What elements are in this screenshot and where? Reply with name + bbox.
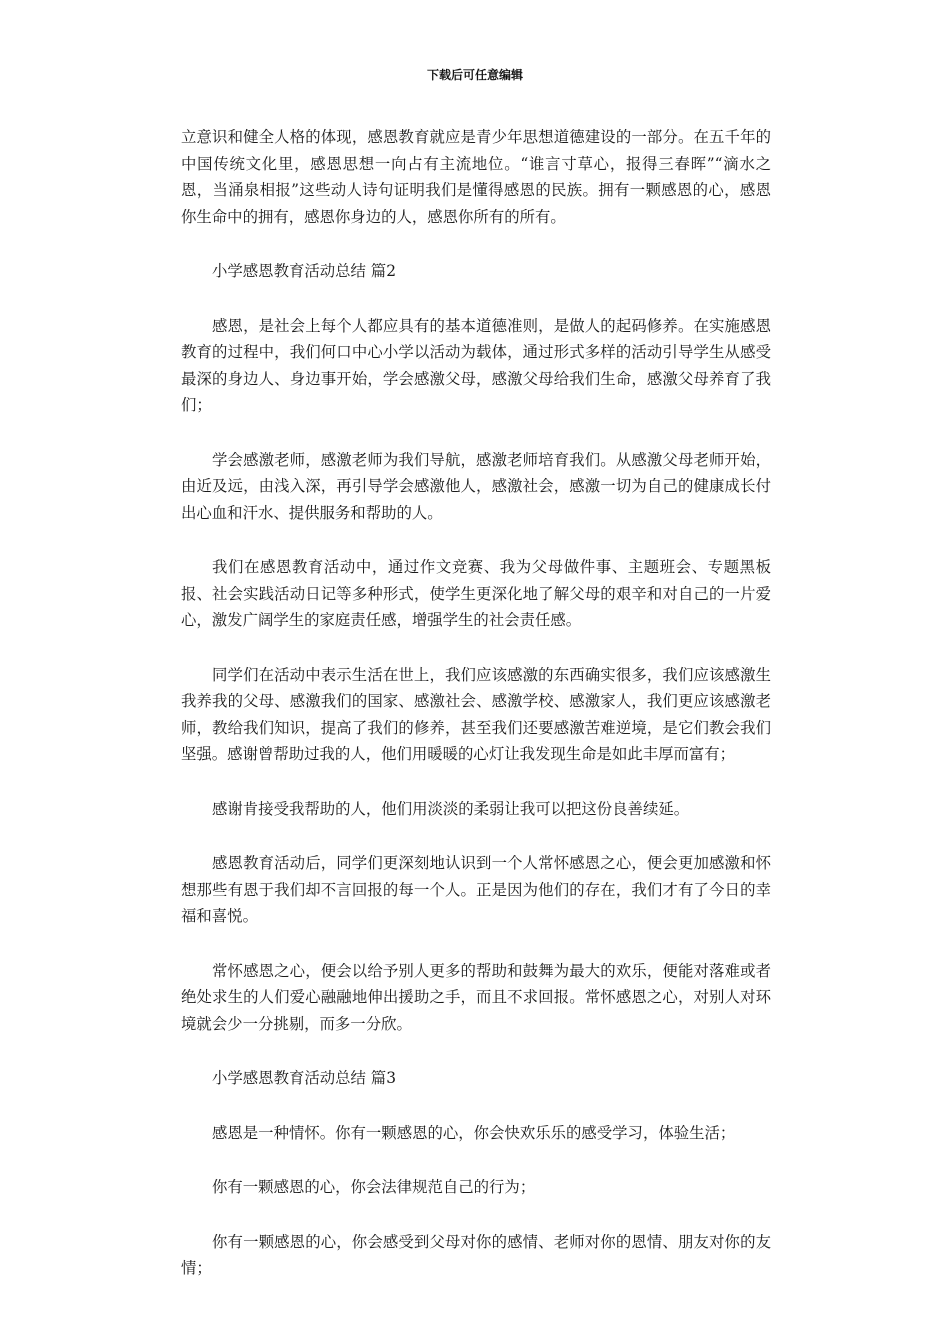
paragraph: 同学们在活动中表示生活在世上，我们应该感激的东西确实很多，我们应该感激生我养我的父母、感激我们的国家、感激社会、感激学校、感激家人，我们更应该感激老师，教给我们知识，提高了我们的修养，甚至我们还要感激苦难逆境，是它们教会我们坚强。感谢曾帮助过我的人，他们用暖暖的心灯让我发现生命是如此丰厚而富有； xyxy=(181,665,771,763)
section-heading-3: 小学感恩教育活动总结 篇3 xyxy=(212,1069,396,1087)
paragraph: 学会感激老师，感激老师为我们导航，感激老师培育我们。从感激父母老师开始，由近及远，由浅入深，再引导学会感激他人，感激社会，感激一切为自己的健康成长付出心血和汗水、提供服务和帮助的人。 xyxy=(181,450,771,522)
document-body xyxy=(181,124,771,1310)
paragraph: 你有一颗感恩的心，你会感受到父母对你的感情、老师对你的恩情、朋友对你的友情； xyxy=(181,1232,771,1277)
paragraph: 感恩是一种情怀。你有一颗感恩的心，你会快欢乐乐的感受学习，体验生活； xyxy=(212,1123,736,1142)
paragraph: 感恩教育活动后，同学们更深刻地认识到一个人常怀感恩之心，便会更加感激和怀想那些有恩于我们却不言回报的每一个人。正是因为他们的存在，我们才有了今日的幸福和喜悦。 xyxy=(181,854,771,925)
paragraph-continued: 立意识和健全人格的体现，感恩教育就应是青少年思想道德建设的一部分。在五千年的中国传统文化里，感恩思想一向占有主流地位。“谁言寸草心，报得三春晖”“滴水之恩，当涌泉相报”这些动人诗句证明我们是懂得感恩的民族。拥有一颗感恩的心，感恩你生命中的拥有，感恩你身边的人，感恩你所有的所有。 xyxy=(181,128,771,226)
paragraph: 感谢肯接受我帮助的人，他们用淡淡的柔弱让我可以把这份良善续延。 xyxy=(212,799,690,818)
paragraph: 感恩，是社会上每个人都应具有的基本道德准则，是做人的起码修养。在实施感恩教育的过程中，我们何口中心小学以活动为载体，通过形式多样的活动引导学生从感受最深的身边人、身边事开始，学会感激父母，感激父母给我们生命，感激父母养育了我们； xyxy=(181,316,771,414)
paragraph: 我们在感恩教育活动中，通过作文竞赛、我为父母做件事、主题班会、专题黑板报、社会实践活动日记等多种形式，使学生更深化地了解父母的艰辛和对自己的一片爱心，激发广阔学生的家庭责任感，增强学生的社会责任感。 xyxy=(181,558,771,629)
section-heading-2: 小学感恩教育活动总结 篇2 xyxy=(212,262,396,280)
paragraph: 你有一颗感恩的心，你会法律规范自己的行为； xyxy=(212,1178,536,1196)
paragraph: 常怀感恩之心，便会以给予别人更多的帮助和鼓舞为最大的欢乐，便能对落难或者绝处求生的人们爱心融融地伸出援助之手，而且不求回报。常怀感恩之心，对别人对环境就会少一分挑剔，而多一分欣。 xyxy=(181,961,771,1033)
page-header: 下载后可任意编辑 xyxy=(426,68,523,82)
